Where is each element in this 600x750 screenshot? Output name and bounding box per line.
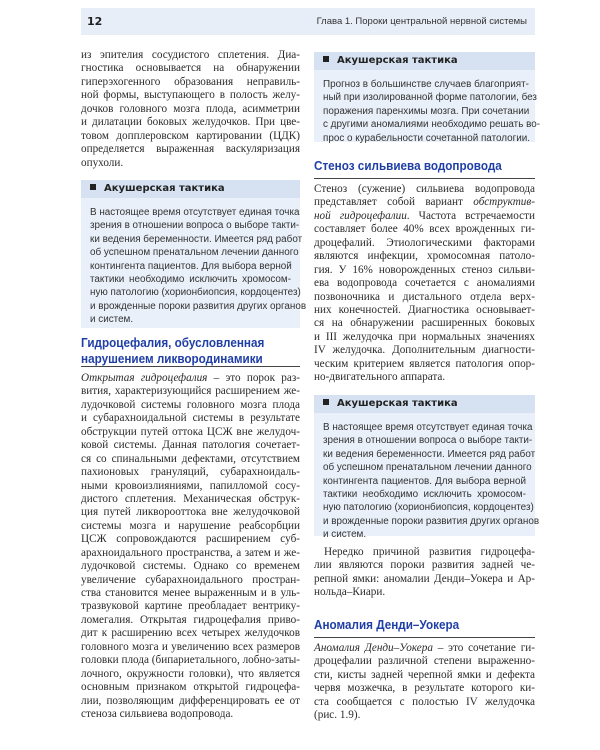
text-line: дистого сплетения. Механическая обструк-: [81, 492, 300, 505]
text-line: и субарахноидальной системы в результате: [81, 412, 300, 425]
text-line: Прогноз в большинстве случаев благоприят-: [323, 79, 529, 90]
box-body: [314, 70, 540, 151]
box-body: [314, 413, 540, 548]
text-line: ки ведения беременности. Имеется ряд работ: [323, 448, 536, 460]
text-segment: – это порок раз-: [207, 372, 300, 384]
text-line: Стеноз (сужение) сильвиева водопровода: [314, 183, 535, 195]
text-line: и III желудочка при нормальных значениях: [314, 330, 535, 343]
text-line: В настоящее время отсутствует единая точка: [90, 207, 300, 218]
italic-term: Аномалия Денди–Уокера: [314, 642, 433, 654]
text-line: являются инфекции, хромосомная патоло-: [314, 250, 535, 263]
text-line: из эпителия сосудистого сплетения. Диа-: [81, 49, 300, 61]
box-body: [81, 198, 307, 333]
dandy-walker-paragraph: [314, 642, 535, 723]
text-line: зрения в отношении вопроса о выборе такти-: [90, 220, 300, 232]
heading-rule: [314, 178, 535, 179]
box-title: Акушерская тактика: [337, 55, 458, 66]
heading-rule: [314, 637, 535, 638]
text-line: головки плода (бипариетального, лобно-заты-: [81, 654, 300, 667]
text-line: гия. У 16% новорожденных стеноз сильви-: [314, 263, 535, 276]
text-line: тактики необходимо исключить хромосом-: [90, 273, 291, 285]
page-number: 12: [87, 15, 103, 28]
box-header: [314, 395, 535, 413]
text-segment: – это сочетание ги-: [432, 642, 535, 654]
text-line: и врожденные пороки развития других органов: [323, 515, 540, 527]
text-line: ста сообщается с полостью IV желудочка: [314, 695, 535, 708]
text-line: червя мозжечка, в результате которого ки-: [314, 682, 535, 695]
text-line: с другими аномалиями необходимо решать во-: [323, 119, 540, 131]
text-line: лочного, окружности головки), что является: [81, 667, 300, 680]
text-line: ЦСЖ сопровождаются расширением суб-: [81, 533, 300, 546]
text-line: В настоящее время отсутствует единая точка: [323, 422, 533, 433]
section-heading-dandy-walker: Аномалия Денди–Уокера: [314, 617, 460, 632]
text-line: ной формы, выступающего в полость желу-: [81, 89, 300, 102]
square-bullet-icon: [323, 399, 329, 405]
text-line: ную патологию (хорионбиопсия, кордоцентез): [323, 502, 534, 514]
text-line: ция путей ликворооттока вне желудочковой: [81, 506, 300, 519]
text-line: ными кровоизлияниями, папилломой сосу-: [81, 479, 300, 492]
text-line: об успешном пренатальном лечении данного: [90, 247, 299, 259]
obstetric-tactics-box: [81, 180, 307, 328]
text-line: ный при изолированной форме патологии, без: [323, 92, 537, 104]
text-line: лии, позволяющим дифференцировать ее от: [81, 694, 300, 707]
text-line: опухоли.: [81, 156, 124, 169]
hydrocephalus-paragraph: [81, 372, 300, 721]
obstetric-tactics-box-stenosis: [314, 395, 540, 541]
text-line: дит к расширению всех четырех желудочков: [81, 627, 300, 640]
text-line: прос о курабельности сочетанной патологии.: [323, 132, 531, 144]
text-line: дроцефалий. Этиологическими факторами: [314, 236, 535, 249]
text-line: лудочковой системы головного мозга плода: [81, 398, 300, 411]
obstetric-tactics-box-prognosis: [314, 52, 540, 144]
text-line: стеноза сильвиева водопровода.: [81, 707, 234, 720]
text-line: дочков головного мозга плода, асимметрии: [81, 102, 300, 115]
text-line: головного мозга и увеличению всех размеров: [81, 640, 300, 653]
text-line: нольда–Киари.: [314, 586, 386, 599]
heading-line: Гидроцефалия, обусловленная: [81, 335, 265, 350]
box-title: Акушерская тактика: [337, 398, 458, 409]
text-line: сти, кисты задней черепной ямки и дефекта: [314, 668, 535, 681]
text-line: них конечностей. Диагностика основывает-: [314, 303, 535, 316]
text-line: зрения в отношении вопроса о выборе такти-: [323, 435, 533, 447]
text-line: и систем.: [323, 529, 367, 541]
box-title: Акушерская тактика: [104, 183, 225, 194]
text-line: ся со спинальными дефектами, отсутствием: [81, 452, 300, 465]
text-line: [314, 210, 535, 223]
section-heading-stenosis: Стеноз сильвиева водопровода: [314, 158, 502, 173]
text-segment: . Частота встречаемости: [406, 209, 535, 222]
text-line: ческим критерием является патология опор-: [314, 357, 535, 370]
posterior-fossa-paragraph: [314, 546, 535, 600]
text-line: ства становится менее выраженным и в уль-: [81, 587, 300, 599]
text-line: тактики необходимо исключить хромосом-: [323, 488, 526, 500]
box-header: [314, 52, 535, 70]
text-line: и врожденные пороки развития других органов: [90, 300, 307, 312]
text-line: основным признаком открытой гидроцефа-: [81, 681, 300, 694]
heading-line: нарушением ликвородинамики: [81, 351, 263, 366]
text-line: увеличение субарахноидального простран-: [81, 573, 300, 586]
text-line: определяется выраженная васкуляризация: [81, 143, 300, 156]
text-line: репной ямки: аномалии Денди–Уокера и Ар-: [314, 572, 535, 585]
text-line: ева водопровода сочетается с аномалиями: [314, 277, 535, 290]
text-line: системы мозга и нарушение реабсорбции: [81, 519, 300, 532]
text-line: товом допплеровском картировании (ЦДК): [81, 129, 300, 142]
text-line: обструкции путей оттока ЦСЖ вне желудоч-: [81, 425, 300, 438]
italic-term: обструктив-: [473, 196, 535, 209]
text-line: IV желудочка. Дополнительным диагности-: [314, 344, 535, 357]
text-line: и систем.: [90, 314, 134, 326]
italic-term: ной гидроцефалии: [314, 209, 407, 222]
stenosis-paragraph: [314, 183, 535, 385]
text-line: контингента пациентов. Для выбора верной: [323, 475, 526, 487]
text-line: позвоночника и дистального отдела верх-: [314, 290, 535, 303]
text-line: ковой системы. Данная патология сочетает-: [81, 439, 300, 452]
text-line: арахноидального пространства, а затем и же-: [81, 546, 300, 559]
text-line: поражения паренхимы мозга. При сочетании: [323, 105, 530, 117]
square-bullet-icon: [323, 56, 329, 62]
italic-term: Открытая гидроцефалия: [81, 372, 208, 384]
text-line: об успешном пренатальном лечении данного: [323, 462, 532, 474]
section-heading-hydrocephalus: [81, 335, 264, 367]
text-line: и дилатации боковых желудочков. При цве-: [81, 116, 300, 129]
text-line: ную патологию (хорионбиопсия, кордоцентез): [90, 287, 301, 299]
intro-paragraph: [81, 49, 300, 170]
text-line: дроцефалии различной степени выраженно-: [314, 655, 535, 668]
text-line: гностика основывается на обнаружении: [81, 62, 300, 75]
text-line: Нередко причиной развития гидроцефа-: [324, 546, 535, 558]
text-line: (рис. 1.9).: [314, 709, 361, 722]
text-line: [314, 196, 535, 209]
text-line: контингента пациентов. Для выбора верной: [90, 260, 292, 272]
text-line: лии являются пороки развития задней че-: [314, 559, 535, 572]
chapter-title: Глава 1. Пороки центральной нервной системы: [316, 16, 527, 27]
text-line: лудочковой системы. Однако со временем: [81, 560, 300, 573]
text-line: гиперэхогенного образования неправиль-: [81, 75, 300, 88]
text-line: пахионовых грануляций, субарахноидаль-: [81, 466, 300, 479]
box-header: [81, 180, 300, 198]
text-line: но-двигательного аппарата.: [314, 371, 446, 384]
text-line: [81, 372, 300, 385]
heading-rule: [81, 366, 300, 367]
text-line: составляет более 40% всех врожденных ги-: [314, 223, 535, 236]
text-line: ломегалия. Открытая гидроцефалия приво-: [81, 613, 300, 626]
text-line: [314, 642, 535, 655]
text-line: ки ведения беременности. Имеется ряд работ: [90, 233, 303, 245]
text-line: тразвуковой картине преобладает вентрику-: [81, 600, 300, 613]
text-line: ся на обнаружении расширенных боковых: [314, 317, 535, 330]
text-segment: представляет собой вариант: [314, 196, 474, 209]
text-line: вития, характеризующийся расширением же-: [81, 385, 300, 398]
running-header: [81, 8, 535, 35]
square-bullet-icon: [90, 184, 96, 190]
